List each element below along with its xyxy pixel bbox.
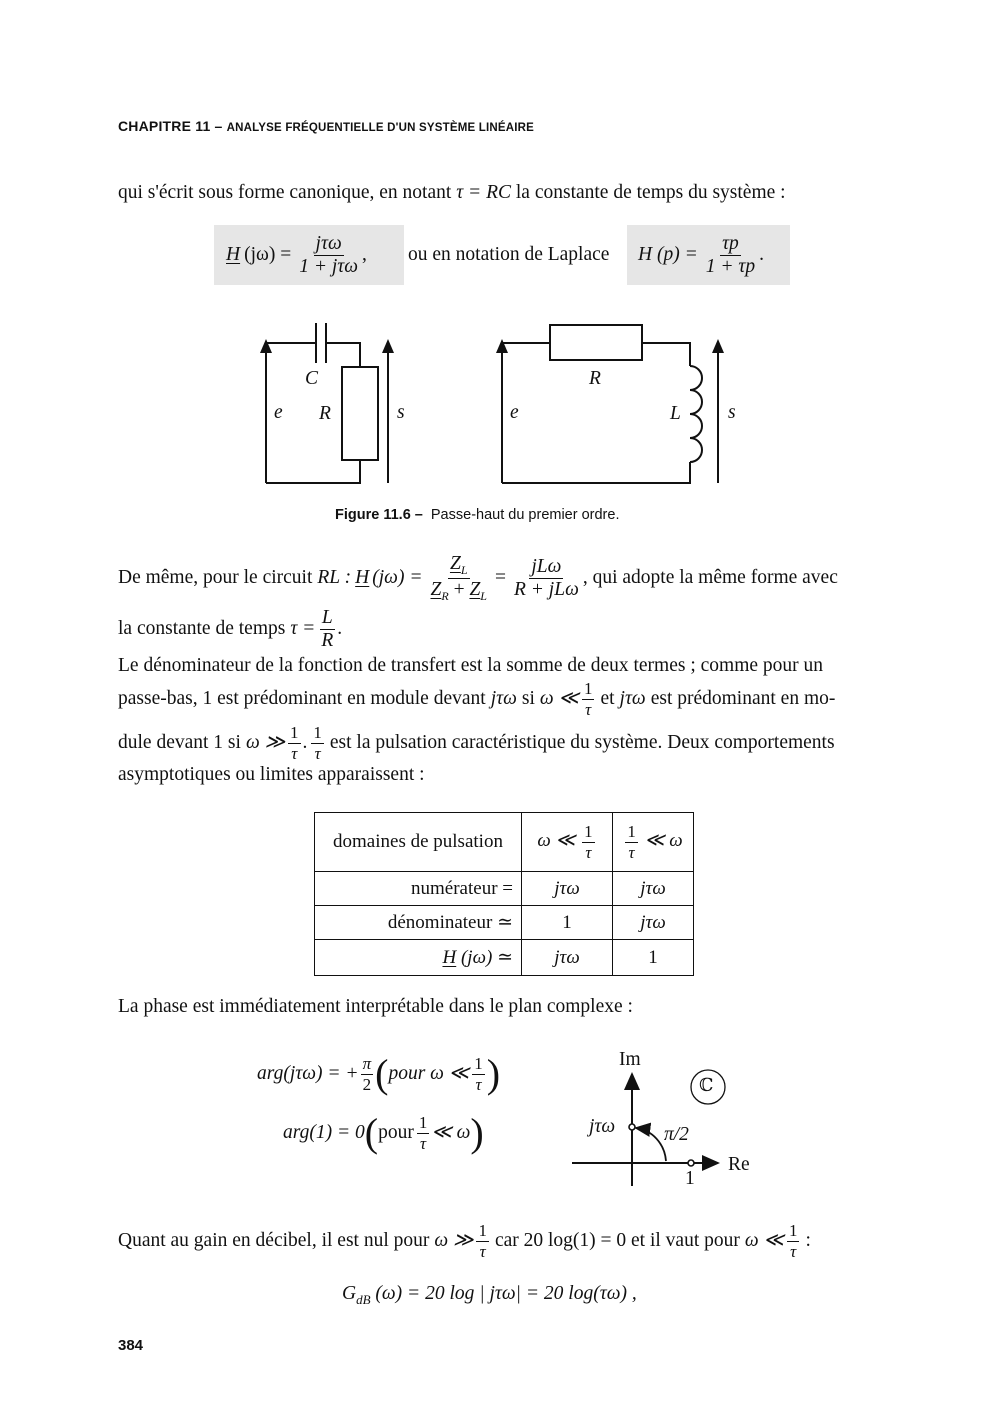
plane-angle-label: π/2 xyxy=(664,1124,689,1145)
rl-start: De même, pour le circuit xyxy=(118,567,313,589)
tau-definition: τ = RC xyxy=(456,182,511,203)
phase-eq2-rest: ≪ ω xyxy=(431,1122,471,1144)
gain-w-gg: ω ≫ xyxy=(434,1230,474,1252)
table-header-high xyxy=(613,813,694,872)
row-denominateur-low: 1 xyxy=(522,906,613,940)
row-denominateur-high: jτω xyxy=(613,906,694,940)
label-s-rl: s xyxy=(728,402,736,423)
tau-den: R xyxy=(321,629,334,651)
phase-eq-1: arg(jτω) = + $\frac{\pi}{2}$ ( pour ω ≪ $\frac{1}{\tau}$ ) xyxy=(257,1051,501,1096)
H-symbol: H xyxy=(226,244,241,266)
rl-name: RL : xyxy=(317,567,352,589)
label-r-rl: R xyxy=(589,368,601,389)
rl-f2-den: R + jLω xyxy=(513,578,579,600)
phase-eq-2: arg(1) = 0 ( pour $\frac{1}{\tau}$ ≪ ω ) xyxy=(283,1110,484,1155)
gain-tau-b: τ xyxy=(790,1241,797,1261)
rl-H: H xyxy=(355,567,370,589)
phase-eq2-pour: pour xyxy=(378,1122,414,1144)
den-one-c: 1 xyxy=(313,723,322,743)
th-w-ll: ω ≪ xyxy=(537,830,576,852)
rl-paragraph-line1 xyxy=(118,550,838,606)
row-numerateur-high: jτω xyxy=(613,872,694,906)
th-one-b: 1 xyxy=(627,822,636,842)
phase-one-a: 1 xyxy=(474,1054,483,1074)
zl-den: Z xyxy=(469,578,481,600)
gain-one-b: 1 xyxy=(788,1221,798,1241)
resistor-rl xyxy=(550,325,642,360)
plane-one-label: 1 xyxy=(685,1168,695,1189)
tau-period: . xyxy=(337,618,343,640)
row-H-rest: (jω) ≃ xyxy=(460,947,513,968)
gain-one-a: 1 xyxy=(478,1221,487,1241)
den-line3-b: est la pulsation caractéristique du système. Deux comportements xyxy=(329,732,835,754)
den-one-b: 1 xyxy=(290,723,299,743)
angle-arc xyxy=(636,1128,666,1161)
den-paragraph-line4: asymptotiques ou limites apparaissent : xyxy=(118,764,425,785)
caption-text: Passe-haut du premier ordre. xyxy=(430,507,620,523)
den-line3-a: dule devant 1 si xyxy=(118,732,241,754)
page-number: 384 xyxy=(118,1337,144,1354)
phase-two: 2 xyxy=(362,1074,372,1094)
point-one xyxy=(688,1160,694,1166)
zl-num: Z xyxy=(449,553,461,575)
row-denominateur-label: dénominateur ≃ xyxy=(315,906,522,940)
den-tau-c: τ xyxy=(314,743,321,763)
den-w-gg: ω ≫ xyxy=(245,732,285,754)
rl-bottom-wire xyxy=(502,462,690,483)
circuits-figure xyxy=(0,0,1004,500)
gain-tau-a: τ xyxy=(479,1241,486,1261)
label-e-rl: e xyxy=(510,402,519,423)
row-numerateur-label: numérateur = xyxy=(315,872,522,906)
plane-jtw-label: jτω xyxy=(589,1116,616,1137)
gain-equation xyxy=(342,1282,637,1307)
plane-re-label: Re xyxy=(728,1154,750,1175)
row-H-low: jτω xyxy=(522,940,613,976)
rl-H-arg: (jω) = xyxy=(372,567,423,589)
tau-eq: τ = xyxy=(290,618,316,640)
label-c: C xyxy=(305,368,319,389)
phase-eq1-pour: pour ω ≪ xyxy=(388,1063,470,1085)
rl-top-wire xyxy=(642,343,690,366)
den-paragraph-line2 xyxy=(118,676,835,722)
den-tau-a: τ xyxy=(585,699,592,719)
den-jtw-1: jτω xyxy=(490,688,517,710)
figure-caption xyxy=(335,507,619,523)
rl-circuit xyxy=(502,325,718,483)
caption-label: Figure 11.6 – xyxy=(335,507,423,523)
table-header-row xyxy=(315,813,694,872)
laplace-denominator: 1 + τp xyxy=(705,255,756,277)
zr-den-sub: R xyxy=(441,588,449,603)
rc-top-wire xyxy=(326,343,360,367)
den-tau-b: τ xyxy=(291,743,298,763)
label-s-rc: s xyxy=(397,402,405,423)
complex-set-symbol: ℂ xyxy=(699,1075,714,1096)
phase-one-b: 1 xyxy=(418,1113,428,1133)
den-et: et xyxy=(600,688,615,710)
gain-w-ll: ω ≪ xyxy=(744,1230,784,1252)
inductor-coil xyxy=(690,366,702,462)
intro-text: qui s'écrit sous forme canonique, en notant xyxy=(118,182,452,203)
gain-eq-rest: (ω) = 20 log | jτω| = 20 log(τω) , xyxy=(375,1283,637,1304)
table-row xyxy=(315,906,694,940)
rc-bottom-wire xyxy=(266,460,360,483)
den-w-ll: ω ≪ xyxy=(539,688,579,710)
resistor-rc xyxy=(342,367,378,460)
gain-colon: : xyxy=(805,1230,811,1252)
row-H-label xyxy=(315,940,522,976)
den-line2-a: passe-bas, 1 est prédominant en module devant xyxy=(118,688,486,710)
row-H-symbol: H xyxy=(442,947,457,968)
asymptotic-table xyxy=(314,812,694,976)
row-H-high: 1 xyxy=(613,940,694,976)
gain-G: G xyxy=(342,1283,357,1304)
tau-label: la constante de temps xyxy=(118,618,286,640)
den-line2-c: est prédominant en mo- xyxy=(650,688,836,710)
chapter-label: CHAPITRE 11 – xyxy=(118,118,223,134)
phase-eq2-lhs: arg(1) = 0 xyxy=(283,1122,365,1144)
table-row xyxy=(315,940,694,976)
den-paragraph-line3 xyxy=(118,720,835,766)
table-header-low xyxy=(522,813,613,872)
den-jtw-2: jτω xyxy=(619,688,646,710)
den-si: si xyxy=(521,688,535,710)
th-tau-b: τ xyxy=(628,842,635,862)
chapter-title: ANALYSE FRÉQUENTIELLE D'UN SYSTÈME LINÉAIRE xyxy=(226,122,535,134)
phase-pi: π xyxy=(362,1054,372,1074)
rl-f2-num: jLω xyxy=(531,555,562,577)
rl-end: , qui adopte la même forme avec xyxy=(582,567,838,589)
zr-den: Z xyxy=(430,578,442,600)
tf-comma: , xyxy=(362,244,367,266)
laplace-label: ou en notation de Laplace xyxy=(408,244,610,265)
laplace-numerator: τp xyxy=(722,232,739,254)
zl-den-sub: L xyxy=(480,588,487,603)
gain-line xyxy=(118,1215,811,1267)
point-jtw xyxy=(629,1124,635,1130)
gain-sub: dB xyxy=(356,1291,371,1307)
rl-equals: = xyxy=(494,567,506,589)
plane-im-label: Im xyxy=(619,1049,641,1070)
den-plus: + xyxy=(448,578,470,600)
phase-tau-a: τ xyxy=(475,1074,482,1094)
th-ll-w: ≪ ω xyxy=(644,830,683,852)
den-one-a: 1 xyxy=(583,679,593,699)
laplace-lhs: H (p) = xyxy=(638,244,698,266)
den-dot: . xyxy=(302,732,308,754)
H-argument: (jω) = xyxy=(244,244,292,266)
gain-text-a: Quant au gain en décibel, il est nul pour xyxy=(118,1230,430,1252)
table-row xyxy=(315,872,694,906)
phase-eq1-lhs: arg(jτω) = + xyxy=(257,1063,359,1085)
label-l: L xyxy=(670,403,681,424)
row-numerateur-low: jτω xyxy=(522,872,613,906)
zl-num-sub: L xyxy=(460,563,468,578)
den-paragraph-line1: Le dénominateur de la fonction de transfert est la somme de deux termes ; comme pour un xyxy=(118,655,824,676)
laplace-period: . xyxy=(759,244,764,266)
label-r-rc: R xyxy=(319,403,331,424)
tf-denominator: 1 + jτω xyxy=(299,255,359,277)
th-tau-a: τ xyxy=(585,842,592,862)
tf-numerator: jτω xyxy=(315,232,342,254)
gain-car: car 20 log(1) = 0 et il vaut pour xyxy=(494,1230,740,1252)
phase-tau-b: τ xyxy=(420,1133,427,1153)
tau-num: L xyxy=(321,606,333,628)
label-e-rc: e xyxy=(274,402,283,423)
intro-rest: la constante de temps du système : xyxy=(515,182,786,203)
table-header-domain: domaines de pulsation xyxy=(315,813,522,872)
phase-intro: La phase est immédiatement interprétable dans le plan complexe : xyxy=(118,996,633,1017)
rl-paragraph-line2 xyxy=(118,603,342,655)
th-one-a: 1 xyxy=(584,822,593,842)
